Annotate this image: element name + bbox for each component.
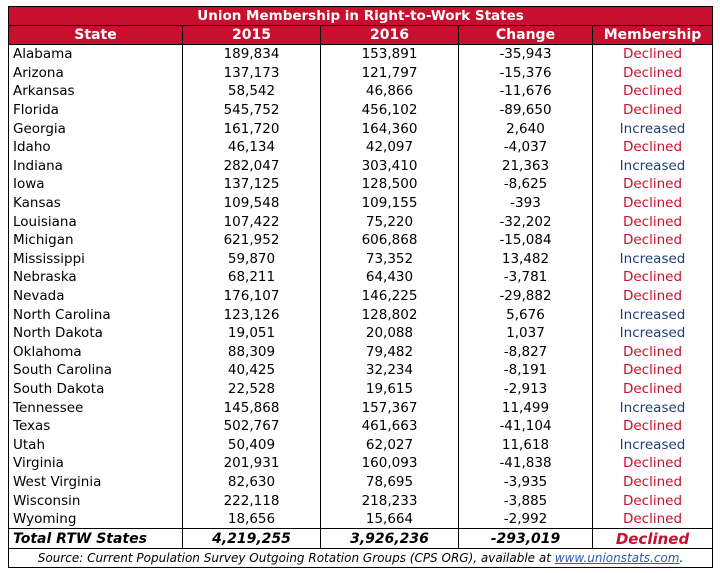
header-2016: 2016	[321, 26, 459, 45]
cell-membership-status: Declined	[593, 361, 713, 380]
cell-2016: 160,093	[321, 454, 459, 473]
cell-2016: 146,225	[321, 287, 459, 306]
cell-membership-status: Declined	[593, 473, 713, 492]
table-row	[9, 398, 713, 417]
cell-2016: 78,695	[321, 473, 459, 492]
cell-state: Alabama	[9, 45, 183, 64]
cell-change: -2,992	[459, 510, 593, 529]
cell-change: -11,676	[459, 82, 593, 101]
table-title: Union Membership in Right-to-Work States	[9, 7, 713, 26]
cell-membership-status: Declined	[593, 101, 713, 120]
cell-2016: 62,027	[321, 435, 459, 454]
cell-change: -32,202	[459, 212, 593, 231]
header-membership: Membership	[593, 26, 713, 45]
cell-state: Arkansas	[9, 82, 183, 101]
table-row	[9, 45, 713, 64]
cell-change: -8,827	[459, 343, 593, 362]
cell-state: Mississippi	[9, 250, 183, 269]
cell-membership-status: Declined	[593, 454, 713, 473]
cell-2015: 50,409	[183, 435, 321, 454]
cell-2016: 456,102	[321, 101, 459, 120]
cell-2016: 128,500	[321, 175, 459, 194]
cell-change: 13,482	[459, 250, 593, 269]
cell-2015: 18,656	[183, 510, 321, 529]
cell-state: Utah	[9, 435, 183, 454]
cell-membership-status: Increased	[593, 250, 713, 269]
total-change: -293,019	[459, 529, 593, 549]
source-text: Source: Current Population Survey Outgoing Rotation Groups (CPS ORG), available at	[37, 551, 555, 566]
cell-state: Virginia	[9, 454, 183, 473]
table-body	[9, 45, 713, 549]
cell-2016: 303,410	[321, 157, 459, 176]
total-2016: 3,926,236	[321, 529, 459, 549]
cell-change: 5,676	[459, 305, 593, 324]
cell-membership-status: Declined	[593, 268, 713, 287]
cell-2016: 218,233	[321, 491, 459, 510]
cell-2016: 606,868	[321, 231, 459, 250]
cell-state: West Virginia	[9, 473, 183, 492]
cell-2016: 121,797	[321, 64, 459, 83]
cell-membership-status: Increased	[593, 398, 713, 417]
table-row	[9, 138, 713, 157]
table-row	[9, 231, 713, 250]
cell-membership-status: Declined	[593, 417, 713, 436]
table-row	[9, 305, 713, 324]
cell-2016: 75,220	[321, 212, 459, 231]
cell-change: -3,781	[459, 268, 593, 287]
cell-2016: 109,155	[321, 194, 459, 213]
table-row	[9, 119, 713, 138]
cell-2015: 109,548	[183, 194, 321, 213]
cell-2016: 157,367	[321, 398, 459, 417]
table-row	[9, 380, 713, 399]
table-row	[9, 510, 713, 529]
cell-2015: 107,422	[183, 212, 321, 231]
cell-change: 2,640	[459, 119, 593, 138]
source-suffix: .	[679, 551, 684, 566]
table-row	[9, 473, 713, 492]
cell-membership-status: Increased	[593, 435, 713, 454]
table-row	[9, 194, 713, 213]
cell-membership-status: Declined	[593, 138, 713, 157]
cell-change: -15,376	[459, 64, 593, 83]
cell-state: North Dakota	[9, 324, 183, 343]
cell-2015: 189,834	[183, 45, 321, 64]
cell-state: North Carolina	[9, 305, 183, 324]
header-2015: 2015	[183, 26, 321, 45]
table-row	[9, 268, 713, 287]
header-row	[9, 26, 713, 45]
cell-state: Indiana	[9, 157, 183, 176]
total-label: Total RTW States	[9, 529, 183, 549]
cell-2015: 201,931	[183, 454, 321, 473]
source-link[interactable]: www.unionstats.com	[554, 551, 680, 566]
cell-2015: 222,118	[183, 491, 321, 510]
membership-table	[8, 6, 713, 568]
cell-2015: 40,425	[183, 361, 321, 380]
cell-2015: 46,134	[183, 138, 321, 157]
cell-state: Wyoming	[9, 510, 183, 529]
table-row	[9, 82, 713, 101]
cell-state: South Dakota	[9, 380, 183, 399]
cell-state: Iowa	[9, 175, 183, 194]
cell-2015: 282,047	[183, 157, 321, 176]
cell-change: -15,084	[459, 231, 593, 250]
cell-membership-status: Declined	[593, 510, 713, 529]
cell-state: Nebraska	[9, 268, 183, 287]
total-row	[9, 529, 713, 549]
cell-2016: 153,891	[321, 45, 459, 64]
table-row	[9, 64, 713, 83]
cell-membership-status: Declined	[593, 175, 713, 194]
cell-2015: 19,051	[183, 324, 321, 343]
cell-2016: 15,664	[321, 510, 459, 529]
cell-membership-status: Declined	[593, 82, 713, 101]
cell-change: -41,104	[459, 417, 593, 436]
cell-membership-status: Declined	[593, 212, 713, 231]
cell-2015: 145,868	[183, 398, 321, 417]
cell-state: Oklahoma	[9, 343, 183, 362]
cell-change: -2,913	[459, 380, 593, 399]
table-row	[9, 101, 713, 120]
header-state: State	[9, 26, 183, 45]
cell-membership-status: Declined	[593, 343, 713, 362]
cell-state: Texas	[9, 417, 183, 436]
table-row	[9, 361, 713, 380]
cell-change: -35,943	[459, 45, 593, 64]
cell-state: Wisconsin	[9, 491, 183, 510]
cell-2016: 79,482	[321, 343, 459, 362]
total-2015: 4,219,255	[183, 529, 321, 549]
title-row	[9, 7, 713, 26]
cell-2015: 68,211	[183, 268, 321, 287]
cell-2015: 176,107	[183, 287, 321, 306]
cell-2015: 82,630	[183, 473, 321, 492]
cell-state: Michigan	[9, 231, 183, 250]
membership-table-container	[8, 6, 712, 568]
header-change: Change	[459, 26, 593, 45]
cell-membership-status: Increased	[593, 324, 713, 343]
cell-2016: 64,430	[321, 268, 459, 287]
cell-2016: 19,615	[321, 380, 459, 399]
cell-2015: 137,125	[183, 175, 321, 194]
total-membership-status: Declined	[593, 529, 713, 549]
cell-membership-status: Declined	[593, 45, 713, 64]
cell-membership-status: Declined	[593, 380, 713, 399]
cell-membership-status: Declined	[593, 194, 713, 213]
source-row	[9, 549, 713, 568]
cell-state: Idaho	[9, 138, 183, 157]
cell-2016: 73,352	[321, 250, 459, 269]
cell-membership-status: Declined	[593, 231, 713, 250]
table-row	[9, 454, 713, 473]
cell-change: 11,499	[459, 398, 593, 417]
cell-membership-status: Increased	[593, 305, 713, 324]
cell-2015: 137,173	[183, 64, 321, 83]
cell-state: Georgia	[9, 119, 183, 138]
cell-state: Louisiana	[9, 212, 183, 231]
cell-change: -8,625	[459, 175, 593, 194]
cell-membership-status: Increased	[593, 119, 713, 138]
table-row	[9, 417, 713, 436]
cell-2015: 502,767	[183, 417, 321, 436]
cell-state: Nevada	[9, 287, 183, 306]
cell-change: -41,838	[459, 454, 593, 473]
cell-2015: 59,870	[183, 250, 321, 269]
cell-2015: 545,752	[183, 101, 321, 120]
cell-membership-status: Declined	[593, 287, 713, 306]
cell-state: Florida	[9, 101, 183, 120]
cell-change: -393	[459, 194, 593, 213]
cell-2016: 164,360	[321, 119, 459, 138]
cell-change: 1,037	[459, 324, 593, 343]
cell-change: -8,191	[459, 361, 593, 380]
cell-state: Arizona	[9, 64, 183, 83]
cell-2015: 161,720	[183, 119, 321, 138]
cell-membership-status: Declined	[593, 64, 713, 83]
cell-change: -89,650	[459, 101, 593, 120]
cell-change: -4,037	[459, 138, 593, 157]
cell-2016: 32,234	[321, 361, 459, 380]
table-row	[9, 343, 713, 362]
table-row	[9, 212, 713, 231]
cell-change: 21,363	[459, 157, 593, 176]
cell-2016: 461,663	[321, 417, 459, 436]
cell-change: -3,885	[459, 491, 593, 510]
cell-change: -29,882	[459, 287, 593, 306]
cell-change: -3,935	[459, 473, 593, 492]
table-row	[9, 250, 713, 269]
source-note	[9, 549, 713, 568]
table-row	[9, 324, 713, 343]
cell-2016: 20,088	[321, 324, 459, 343]
cell-state: South Carolina	[9, 361, 183, 380]
table-row	[9, 287, 713, 306]
cell-membership-status: Declined	[593, 491, 713, 510]
cell-2015: 58,542	[183, 82, 321, 101]
cell-state: Kansas	[9, 194, 183, 213]
cell-2015: 621,952	[183, 231, 321, 250]
table-row	[9, 435, 713, 454]
table-row	[9, 491, 713, 510]
table-row	[9, 157, 713, 176]
cell-2016: 46,866	[321, 82, 459, 101]
cell-2016: 128,802	[321, 305, 459, 324]
cell-membership-status: Increased	[593, 157, 713, 176]
cell-state: Tennessee	[9, 398, 183, 417]
cell-change: 11,618	[459, 435, 593, 454]
cell-2015: 123,126	[183, 305, 321, 324]
cell-2015: 22,528	[183, 380, 321, 399]
cell-2015: 88,309	[183, 343, 321, 362]
cell-2016: 42,097	[321, 138, 459, 157]
table-row	[9, 175, 713, 194]
